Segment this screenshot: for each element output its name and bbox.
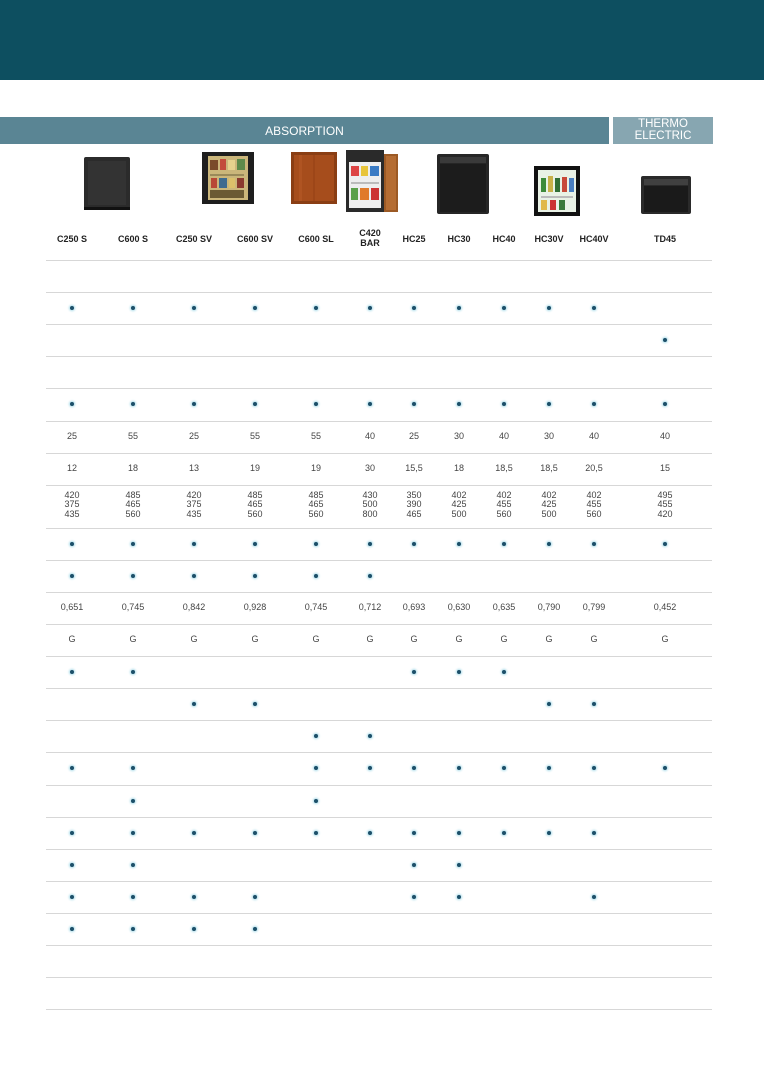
spec-value: 55 — [249, 430, 260, 441]
feature-dot — [457, 542, 461, 546]
row-divider — [46, 785, 712, 786]
feature-dot — [592, 402, 596, 406]
feature-dot — [502, 670, 506, 674]
feature-dot — [314, 306, 318, 310]
row-divider — [46, 849, 712, 850]
feature-dot — [368, 574, 372, 578]
feature-dot — [547, 402, 551, 406]
feature-dot — [592, 766, 596, 770]
row-divider — [46, 560, 712, 561]
spec-value: G — [661, 634, 669, 645]
feature-dot — [412, 402, 416, 406]
dimension-value: 402 425 500 — [451, 489, 467, 519]
feature-dot — [663, 766, 667, 770]
row-divider — [46, 528, 712, 529]
spec-value: 0,928 — [243, 601, 267, 612]
feature-dot — [70, 766, 74, 770]
absorption-category-bar — [0, 117, 609, 144]
fridge-image-c250sv — [200, 150, 258, 210]
feature-dot — [457, 895, 461, 899]
spec-value: 30 — [453, 430, 464, 441]
spec-value: G — [545, 634, 553, 645]
feature-dot — [412, 306, 416, 310]
feature-dot — [368, 766, 372, 770]
spec-value: G — [590, 634, 598, 645]
row-divider — [46, 624, 712, 625]
feature-dot — [314, 574, 318, 578]
spec-value: 20,5 — [585, 462, 603, 473]
model-name: HC40V — [579, 234, 609, 244]
feature-dot — [131, 863, 135, 867]
row-divider — [46, 421, 712, 422]
feature-dot — [253, 542, 257, 546]
feature-dot — [70, 574, 74, 578]
model-name: HC25 — [402, 234, 426, 244]
row-divider — [46, 292, 712, 293]
spec-value: 25 — [66, 430, 77, 441]
spec-value: 19 — [310, 462, 321, 473]
model-name: TD45 — [653, 234, 676, 244]
spec-value: G — [68, 634, 76, 645]
dimension-value: 402 455 560 — [586, 489, 602, 519]
dimension-value: 495 455 420 — [657, 489, 673, 519]
spec-value: G — [366, 634, 374, 645]
dimension-value: 402 425 500 — [541, 489, 557, 519]
feature-dot — [502, 766, 506, 770]
spec-value: G — [251, 634, 259, 645]
feature-dot — [368, 831, 372, 835]
spec-value: 0,745 — [304, 601, 328, 612]
spec-value: 0,651 — [60, 601, 84, 612]
feature-dot — [547, 766, 551, 770]
feature-dot — [253, 895, 257, 899]
row-divider — [46, 817, 712, 818]
feature-dot — [70, 895, 74, 899]
spec-value: 12 — [66, 462, 77, 473]
feature-dot — [131, 799, 135, 803]
feature-dot — [314, 766, 318, 770]
feature-dot — [314, 734, 318, 738]
feature-dot — [253, 306, 257, 310]
feature-dot — [192, 574, 196, 578]
feature-dot — [663, 402, 667, 406]
spec-value: 40 — [659, 430, 670, 441]
model-name: C250 SV — [175, 234, 213, 244]
feature-dot — [314, 831, 318, 835]
feature-dot — [253, 702, 257, 706]
model-name: C250 S — [56, 234, 88, 244]
feature-dot — [547, 306, 551, 310]
row-divider — [46, 656, 712, 657]
spec-value: G — [500, 634, 508, 645]
feature-dot — [412, 542, 416, 546]
feature-dot — [592, 542, 596, 546]
feature-dot — [368, 306, 372, 310]
spec-value: 0,635 — [492, 601, 516, 612]
feature-dot — [253, 831, 257, 835]
feature-dot — [314, 402, 318, 406]
spec-value: 25 — [408, 430, 419, 441]
feature-dot — [192, 402, 196, 406]
feature-dot — [592, 831, 596, 835]
feature-dot — [131, 895, 135, 899]
feature-dot — [502, 306, 506, 310]
row-divider — [46, 720, 712, 721]
feature-dot — [457, 670, 461, 674]
feature-dot — [663, 338, 667, 342]
feature-dot — [412, 766, 416, 770]
spec-value: 0,693 — [402, 601, 426, 612]
fridge-image-td45 — [638, 172, 694, 218]
feature-dot — [131, 927, 135, 931]
feature-dot — [592, 895, 596, 899]
feature-dot — [457, 402, 461, 406]
row-divider — [46, 260, 712, 261]
dimension-value: 485 465 560 — [125, 489, 141, 519]
dimension-value: 420 375 435 — [64, 489, 80, 519]
feature-dot — [502, 831, 506, 835]
feature-dot — [70, 306, 74, 310]
thermo-electric-category-bar — [613, 117, 713, 144]
spec-value: 40 — [588, 430, 599, 441]
dimension-value: 420 375 435 — [186, 489, 202, 519]
feature-dot — [412, 831, 416, 835]
spec-value: 55 — [127, 430, 138, 441]
row-divider — [46, 913, 712, 914]
model-name: HC40 — [492, 234, 516, 244]
spec-value: 0,712 — [358, 601, 382, 612]
model-name: HC30V — [534, 234, 564, 244]
feature-dot — [412, 863, 416, 867]
spec-value: 13 — [188, 462, 199, 473]
spec-value: 55 — [310, 430, 321, 441]
feature-dot — [192, 927, 196, 931]
feature-dot — [502, 542, 506, 546]
spec-value: 0,790 — [537, 601, 561, 612]
feature-dot — [70, 542, 74, 546]
feature-dot — [547, 702, 551, 706]
feature-dot — [457, 766, 461, 770]
spec-value: G — [190, 634, 198, 645]
spec-value: 15 — [659, 462, 670, 473]
feature-dot — [457, 306, 461, 310]
dimension-value: 350 390 465 — [406, 489, 422, 519]
row-divider — [46, 388, 712, 389]
spec-value: G — [455, 634, 463, 645]
spec-value: 40 — [364, 430, 375, 441]
spec-value: 0,842 — [182, 601, 206, 612]
feature-dot — [131, 306, 135, 310]
feature-dot — [368, 542, 372, 546]
feature-dot — [131, 402, 135, 406]
fridge-image-hc30v — [532, 164, 582, 218]
spec-value: 0,745 — [121, 601, 145, 612]
row-divider — [46, 324, 712, 325]
spec-value: 0,452 — [653, 601, 677, 612]
spec-value: 0,630 — [447, 601, 471, 612]
row-divider — [46, 592, 712, 593]
feature-dot — [70, 863, 74, 867]
fridge-image-c600sl — [289, 150, 341, 208]
row-divider — [46, 752, 712, 753]
spec-value: 15,5 — [405, 462, 423, 473]
spec-value: 40 — [498, 430, 509, 441]
absorption-label: ABSORPTION — [265, 124, 344, 138]
feature-dot — [663, 542, 667, 546]
feature-dot — [131, 831, 135, 835]
feature-dot — [412, 670, 416, 674]
header-banner — [0, 0, 764, 80]
spec-value: 18 — [453, 462, 464, 473]
feature-dot — [457, 831, 461, 835]
feature-dot — [192, 895, 196, 899]
thermo-electric-label: THERMO ELECTRIC — [634, 118, 692, 142]
spec-value: 18 — [127, 462, 138, 473]
fridge-image-c420bar — [344, 148, 402, 216]
feature-dot — [314, 542, 318, 546]
row-divider — [46, 688, 712, 689]
feature-dot — [253, 927, 257, 931]
row-divider — [46, 881, 712, 882]
model-name: C600 S — [117, 234, 149, 244]
fridge-image-c250s — [80, 155, 134, 213]
spec-value: G — [312, 634, 320, 645]
spec-value: 18,5 — [495, 462, 513, 473]
spec-value: 19 — [249, 462, 260, 473]
spec-value: 30 — [364, 462, 375, 473]
feature-dot — [192, 542, 196, 546]
spec-value: 25 — [188, 430, 199, 441]
feature-dot — [368, 402, 372, 406]
feature-dot — [253, 402, 257, 406]
dimension-value: 485 465 560 — [308, 489, 324, 519]
dimension-value: 430 500 800 — [362, 489, 378, 519]
feature-dot — [592, 306, 596, 310]
feature-dot — [314, 799, 318, 803]
row-divider — [46, 945, 712, 946]
feature-dot — [192, 306, 196, 310]
feature-dot — [412, 895, 416, 899]
feature-dot — [457, 863, 461, 867]
feature-dot — [70, 402, 74, 406]
feature-dot — [131, 766, 135, 770]
feature-dot — [70, 927, 74, 931]
dimension-value: 402 455 560 — [496, 489, 512, 519]
feature-dot — [70, 670, 74, 674]
feature-dot — [70, 831, 74, 835]
feature-dot — [547, 542, 551, 546]
row-divider — [46, 485, 712, 486]
feature-dot — [192, 702, 196, 706]
feature-dot — [368, 734, 372, 738]
model-name: C600 SV — [236, 234, 274, 244]
model-name: C420 BAR — [359, 228, 381, 248]
feature-dot — [131, 574, 135, 578]
spec-value: G — [410, 634, 418, 645]
spec-value: 18,5 — [540, 462, 558, 473]
spec-value: 30 — [543, 430, 554, 441]
feature-dot — [592, 702, 596, 706]
fridge-image-hc30 — [434, 152, 494, 218]
feature-dot — [502, 402, 506, 406]
row-divider — [46, 356, 712, 357]
feature-dot — [253, 574, 257, 578]
model-name: C600 SL — [298, 234, 334, 244]
feature-dot — [131, 542, 135, 546]
row-divider — [46, 453, 712, 454]
spec-value: 0,799 — [582, 601, 606, 612]
feature-dot — [192, 831, 196, 835]
dimension-value: 485 465 560 — [247, 489, 263, 519]
feature-dot — [547, 831, 551, 835]
feature-dot — [131, 670, 135, 674]
row-divider — [46, 977, 712, 978]
row-divider — [46, 1009, 712, 1010]
model-name: HC30 — [447, 234, 471, 244]
spec-value: G — [129, 634, 137, 645]
